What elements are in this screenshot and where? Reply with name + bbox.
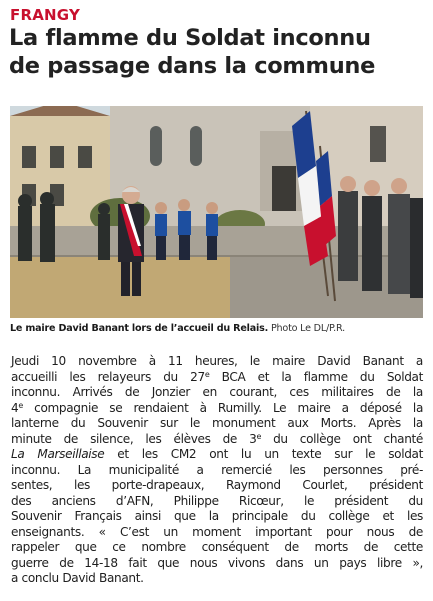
body-line: 4e compagnie se rendaient à Rumilly. Le maire a déposé la [11,400,423,415]
body-line: guerre de 14-18 fait que nous vivons dans un pays libre », [11,555,423,570]
body-line: des anciens d’AFN, Philippe Ricœur, le président du [11,493,423,508]
body-line: lanterne du Souvenir sur le monument aux Morts. Après la [11,416,423,430]
body-line: Souvenir Français ainsi que la principale du collège et les [11,509,423,523]
body-line: minute de silence, les élèves de 3e du collège ont chanté [11,431,423,446]
body-line: rappeler que ce nombre conséquent de morts de cette [11,540,423,554]
photo-credit: Photo Le DL/P.R. [270,323,345,334]
article-body [11,354,423,587]
caption-text: Le maire David Banant lors de l’accueil du Relais. [10,323,269,334]
article-photo [10,106,423,318]
body-line: a conclu David Banant. [11,571,144,585]
body-line: enseignants. « C’est un moment important pour nous de [11,524,423,539]
headline-line: La flamme du Soldat inconnu [9,25,371,51]
body-line: inconnu. Arrivés de Jonzier en courant, ces militaires de la [11,385,423,399]
headline-line: de passage dans la commune [9,53,376,79]
photo-caption [10,322,430,336]
section-kicker: FRANGY [10,6,81,24]
body-line: Jeudi 10 novembre à 11 heures, le maire David Banant a [11,354,423,368]
body-line: accueilli les relayeurs du 27e BCA et la flamme du Soldat [11,369,423,384]
body-line: inconnu. La municipalité a remercié les personnes pré- [11,462,423,477]
song-title: La Marseillaise [11,447,105,461]
headline [9,24,429,80]
body-line: La Marseillaise et les CM2 ont lu un texte sur le soldat [11,447,423,461]
body-line: sentes, les porte-drapeaux, Raymond Courlet, président [11,478,423,492]
